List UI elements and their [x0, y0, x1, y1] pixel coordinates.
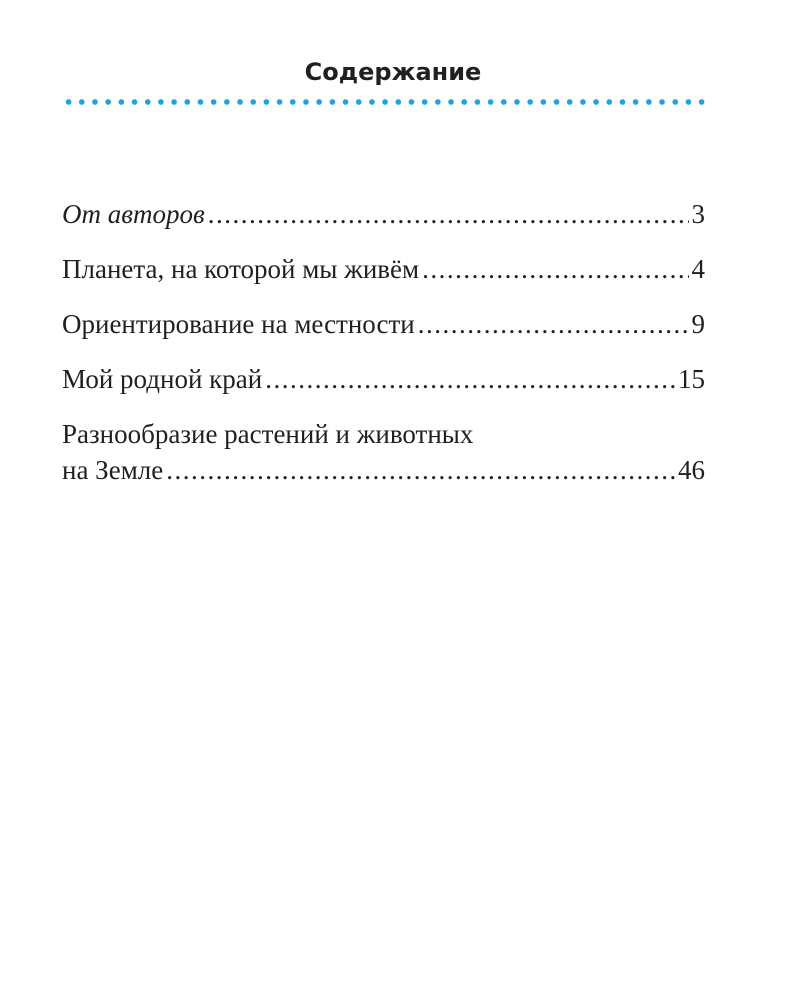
dot-leader — [166, 452, 675, 488]
toc-entry-native-land[interactable] — [62, 361, 705, 397]
toc-entry-page-number: 9 — [691, 309, 705, 339]
dot-leader — [265, 361, 675, 397]
dot-leader — [418, 306, 689, 342]
toc-entry-planet[interactable] — [62, 251, 705, 287]
toc-entry-diversity[interactable] — [62, 416, 705, 488]
toc-entry-from-authors[interactable] — [62, 196, 705, 232]
toc-entry-page-number: 3 — [691, 199, 705, 229]
toc-entry-label-line-1: Разнообразие растений и животных — [62, 419, 474, 449]
toc-entry-label: Мой родной край — [62, 364, 263, 394]
dot-leader — [422, 251, 688, 287]
toc-entry-orientation[interactable] — [62, 306, 705, 342]
toc-entry-label-line-2: на Земле — [62, 455, 164, 485]
dot-leader — [208, 196, 689, 232]
toc-entry-page-number: 4 — [691, 254, 705, 284]
toc-entry-label: Ориентирование на местности — [62, 309, 415, 339]
toc-entry-page-number: 15 — [678, 364, 705, 394]
table-of-contents — [62, 196, 705, 488]
toc-entry-label: От авторов — [62, 199, 205, 229]
toc-entry-label: Планета, на которой мы живём — [62, 254, 420, 284]
dotted-divider — [62, 99, 710, 105]
page-title: Содержание — [304, 58, 482, 86]
toc-entry-page-number: 46 — [678, 455, 705, 485]
